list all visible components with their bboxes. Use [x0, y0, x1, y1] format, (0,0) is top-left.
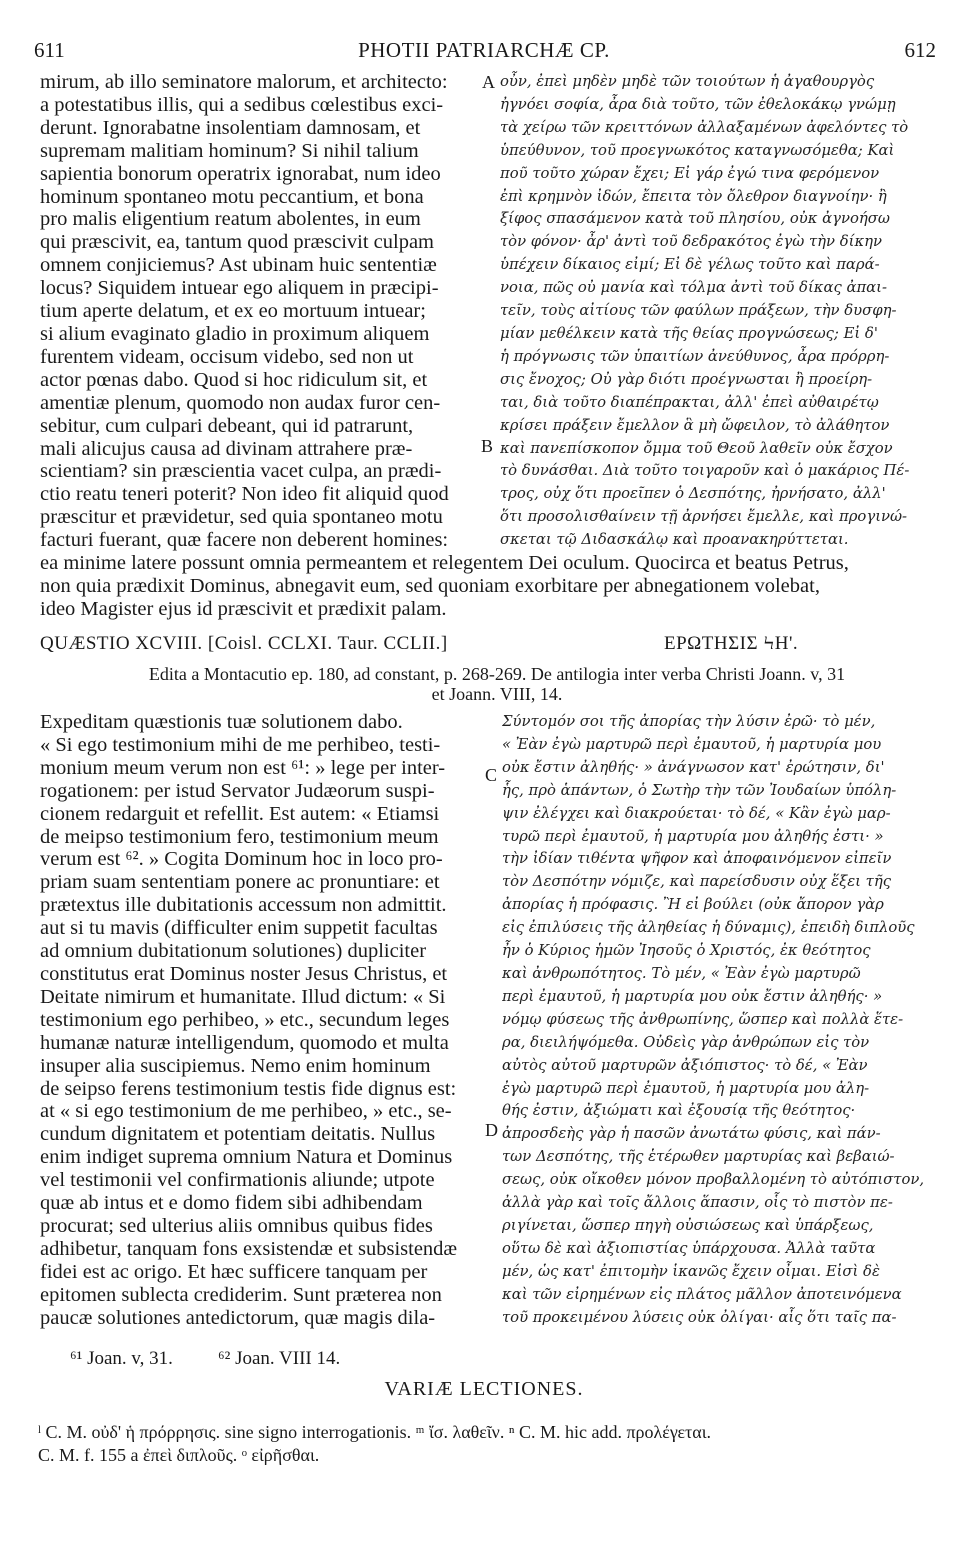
greek-text-line: τὸν φόνον· ἆρ' ἀντὶ τοῦ δεδρακότος ἐγὼ τὴν δίκην	[500, 233, 883, 251]
latin-text-line: paucæ solutiones antedictorum, quæ magis dila-	[40, 1306, 436, 1329]
latin-text-line: constitutus erat Dominus noster Jesus Christus, et	[40, 962, 448, 985]
greek-text-line: τυρῶ περὶ ἐμαυτοῦ, ἡ μαρτυρία μου ἀληθής ἐστι· »	[502, 827, 884, 845]
latin-text-line: rogationem: per istud Servator Judæorum suspi-	[40, 779, 435, 802]
greek-text-line: Σύντομόν σοι τῆς ἀπορίας τὴν λύσιν ἐρῶ· τὸ μέν,	[502, 713, 876, 730]
greek-text-line: σεως, οὐκ οἴκοθεν μόνον προβαλλομένη τὸ αὐτόπιστον,	[502, 1171, 925, 1189]
greek-text-line: καὶ τῶν εἰρημένων εἰς πλάτος μᾶλλον ἀποτεινόμενα	[502, 1285, 902, 1303]
greek-text-line: ποῦ τοῦτο χώραν ἔχει; Εἰ γάρ ἐγώ τινα φερόμενον	[500, 164, 880, 182]
page-header	[28, 34, 940, 66]
greek-text-line: ὑπέχειν δίκαιος εἰμί; Εἰ δὲ γέλως τοῦτο καὶ παρά-	[500, 256, 880, 274]
greek-text-line: οὐκ ἔστιν ἀληθής· » ἀνάγνωσον κατ' ἐρώτησιν, δι'	[502, 758, 885, 776]
greek-text-line: τοῦ προκειμένου λύσεις οὐκ ὀλίγαι· αἷς ὅτι ταῖς πα-	[502, 1308, 897, 1326]
margin-marker-d: D	[485, 1120, 498, 1140]
latin-text-line: a potestatibus illis, qui a sedibus cœlestibus exci-	[40, 93, 444, 116]
latin-column-1	[40, 71, 478, 552]
greek-text-line: ἠγνόει σοφία, ἆρα διὰ τοῦτο, τῶν ἐθελοκάκῳ γνώμῃ	[500, 95, 896, 113]
latin-text-line: prætextus ille dubitationis accessum non admittit.	[40, 894, 447, 917]
full-width-text-line: non quia prædixit Dominus, abnegavit eum, sed quoniam exorbitare per abnegationem volebat,	[40, 574, 820, 597]
latin-text-line: amentiæ plenum, quomodo non audax furor cen-	[40, 391, 441, 414]
greek-text-line: μίαν μεθέλκειν κατὰ τῆς θείας προγνώσεως; Εἰ δ'	[500, 324, 878, 342]
latin-text-line: epitomen sublecta crediderim. Sunt præterea non	[40, 1283, 442, 1306]
latin-text-line: locus? Siquidem intuear ego aliquem in præcipi-	[40, 277, 439, 300]
latin-text-line: at « si ego testimonium de me perhibeo, » etc., se-	[40, 1100, 452, 1123]
greek-text-line: νόμῳ φύσεως τῆς ἀνθρωπίνης, ὥσπερ καὶ πολλὰ ἕτε-	[502, 1010, 904, 1028]
latin-text-line: priam suam sententiam ponere ac pronuntiare: et	[40, 871, 440, 894]
greek-text-line: « Ἐὰν ἐγὼ μαρτυρῶ περὶ ἐμαυτοῦ, ἡ μαρτυρία μου	[502, 735, 882, 753]
latin-text-line: ctio reatu teneri poterit? Non ideo fit aliquid quod	[40, 483, 449, 506]
latin-text-line: supremam malitiam hominum? Si nihil talium	[40, 139, 419, 162]
greek-text-line: κρίσει πράξειν ἔμελλον ἃ μὴ ὤφειλον, τὸ ἀλάθητον	[500, 416, 890, 434]
latin-text-line: qui præscivit, ea, tantum quod præscivit culpam	[40, 231, 434, 254]
latin-text-line: testimonium ego perhibeo, » etc., secundum leges	[40, 1008, 450, 1031]
latin-text-line: aut si tu mavis (difficulter enim suppetit facultas	[40, 917, 438, 940]
latin-text-line: pro malis eligentium reatum abolentes, in eum	[40, 208, 421, 231]
greek-text-line: ρα, διειλήψόμεθα. Οὐδεὶς γὰρ ἀνθρώπων εἰς τὸν	[502, 1033, 870, 1051]
greek-text-line: ἐπὶ κρημνὸν ἰδών, ἔπειτα τὸν ὄλεθρον διαγνοίην· ἢ	[500, 187, 887, 205]
latin-text-line: verum est ⁶². » Cogita Dominum hoc in loco pro-	[40, 848, 443, 871]
greek-text-line: αὐτὸς αὐτοῦ μαρτυρῶν ἀξιόπιστος· τὸ δέ, « Ἐὰν	[502, 1056, 868, 1074]
variant-readings-line-2: C. M. f. 155 a ἐπεὶ διπλοῦς. ᵒ εἰρῆσθαι.	[38, 1445, 320, 1465]
margin-marker-b: B	[481, 436, 494, 456]
latin-text-line: humanæ naturæ intelligendum, quomodo et multa	[40, 1031, 449, 1054]
latin-text-line: facturi fuerant, quæ facere non deberent homines:	[40, 529, 449, 552]
greek-text-line: ἡ πρόγνωσις τῶν ὑπαιτίων ἀνεύθυνος, ἆρα πρόρρη-	[500, 347, 890, 365]
latin-text-line: derunt. Ignorabatne insolentiam damnosam, et	[40, 116, 421, 139]
latin-text-line: cionem redarguit et refellit. Est autem: « Etiamsi	[40, 802, 440, 825]
latin-text-line: insuper alia suscipiemus. Nemo enim hominum	[40, 1054, 431, 1077]
latin-text-line: adhibetur, tanquam fons exsistendæ et subsistendæ	[40, 1237, 458, 1260]
latin-text-line: de seipso ferens testimonium testis fide dignus est:	[40, 1077, 457, 1100]
greek-text-line: σκεται τῷ Διδασκάλῳ καὶ προανακηρύττεται.	[500, 531, 849, 549]
greek-text-line: τὴν ἰδίαν τιθέντα ψῆφον καὶ ἀποφαινόμενον εἰπεῖν	[502, 850, 892, 868]
latin-text-line: fidei est ac origo. Et hæc sufficere tanquam per	[40, 1260, 428, 1283]
latin-text-line: cundum dignitatem et potentiam deitatis. Nullus	[40, 1123, 436, 1146]
greek-text-line: τὰ χείρω τῶν κρειττόνων ἀλλαξαμένων ἀφελόντες τὸ	[500, 118, 909, 136]
greek-text-line: ὑπεύθυνον, τοῦ προεγνωκότος καταγνωσόμεθα; Καὶ	[500, 141, 895, 159]
latin-text-line: furentem videam, occisum videbo, sed non ut	[40, 345, 414, 368]
greek-column-2	[502, 711, 930, 1329]
latin-text-line: mali alicujus causa ad divinam attrahere præ-	[40, 437, 413, 460]
greek-text-line: καὶ πανεπίσκοπον ὄμμα τοῦ Θεοῦ λαθεῖν οὐκ ἔσχον	[500, 439, 893, 457]
latin-text-line: omnem conjiciemus? Ast ubinam huic sententiæ	[40, 254, 437, 277]
question-greek-title: ΕΡΩΤΗΣΙΣ ϞΗ'.	[664, 633, 799, 654]
latin-column-2	[40, 711, 480, 1329]
greek-text-line: των Δεσπότης, τῆς ἑτέρωθεν μαρτυρίας καὶ βεβαιώ-	[502, 1148, 895, 1166]
greek-text-line: ἧς, πρὸ ἁπάντων, ὁ Σωτὴρ τὴν τῶν Ἰουδαίων ὑπόλη-	[502, 781, 897, 799]
question-latin-title: QUÆSTIO XCVIII. [Coisl. CCLXI. Taur. CCLII.]	[40, 633, 448, 654]
latin-text-line: monium meum verum non est ⁶¹: » lege per inter-	[40, 756, 446, 779]
latin-text-line: sapientia bonorum operatrix ignorabat, num ideo	[40, 162, 441, 185]
latin-text-line: vel testimonii vel confirmationis aliunde; utpote	[40, 1169, 435, 1192]
latin-text-line: sebitur, cum culpari debeant, qui id patrarunt,	[40, 414, 414, 437]
greek-text-line: τὸν Δεσπότην νόμιζε, καὶ παρείσδυσιν οὐχ ἕξει τῆς	[502, 873, 892, 891]
greek-text-line: περὶ ἐμαυτοῦ, ἡ μαρτυρία μου οὐκ ἔστιν ἀληθής· »	[502, 987, 883, 1005]
greek-text-line: τεῖν, τοὺς αἰτίους τῶν φαύλων πράξεων, τὴν δυσφη-	[500, 302, 897, 320]
full-width-text-line: ideo Magister ejus id præscivit et prædixit palam.	[40, 597, 447, 620]
latin-text-line: procurat; sed ulterius aliis omnibus quibus fides	[40, 1214, 433, 1237]
greek-text-line: σις ἔνοχος; Οὐ γὰρ διότι προέγνωσται ἢ προείρη-	[500, 370, 873, 388]
greek-text-line: ἦν ὁ Κύριος ἡμῶν Ἰησοῦς ὁ Χριστός, ἐκ θεότητος	[502, 942, 871, 960]
running-title: PHOTII PATRIARCHÆ CP.	[358, 38, 610, 62]
page-number-left: 611	[34, 38, 65, 62]
latin-text-line: ad omnium dubitationum solutiones) dupliciter	[40, 940, 427, 963]
full-width-text-line: ea minime latere possunt omnia permeantem et relegentem Dei oculum. Quocirca et beatus Petrus,	[40, 552, 849, 574]
latin-text-line: si alium evaginato gladio in proximum aliquem	[40, 322, 430, 345]
greek-text-line: τρος, οὐχ ὅτι προεῖπεν ὁ Δεσπότης, ἠρνήσατο, ἀλλ'	[500, 485, 886, 503]
latin-text-line: Deitate nimirum et humanitate. Illud dictum: « Si	[40, 985, 446, 1008]
greek-text-line: οὖν, ἐπεὶ μηδὲν μηδὲ τῶν τοιούτων ἡ ἀγαθουργὸς	[500, 73, 875, 90]
greek-text-line: ριγίνεται, ὥσπερ πηγὴ οὐσιώσεως καὶ ὑπάρξεως,	[502, 1216, 874, 1234]
greek-text-line: ἀλλὰ γὰρ καὶ τοῖς ἄλλοις ἅπασιν, οἷς τὸ πιστὸν πε-	[502, 1194, 893, 1212]
latin-text-line: tium aperte delatum, et ex eo mortuum intuear;	[40, 300, 426, 323]
latin-text-line: « Si ego testimonium mihi de me perhibeo, testi-	[40, 733, 441, 756]
latin-text-line: præscitur et prævidetur, sed quia spontaneo motu	[40, 506, 443, 529]
latin-text-line: actor pœnas dabo. Quod si hoc ridiculum sit, et	[40, 368, 428, 391]
greek-text-line: οὕτω δὲ καὶ ἀξιοπιστίας ὑπάρχουσα. Ἀλλὰ ταῦτα	[502, 1239, 876, 1257]
margin-marker-c: C	[485, 765, 498, 785]
edition-note-line-1: Edita a Montacutio ep. 180, ad constant, p. 268-269. De antilogia inter verba Christi Joann. v, 31	[148, 664, 846, 684]
greek-text-line: νοια, πῶς οὐ μανία καὶ τόλμα ἀντὶ τοῦ δίκας ἀπαι-	[500, 279, 887, 297]
greek-text-line: καὶ ἀνθρωπότητος. Τὸ μέν, « Ἐὰν ἐγὼ μαρτυρῶ	[502, 964, 861, 982]
greek-text-line: ψιν ἐλέγχει καὶ διακρούεται· τὸ δέ, « Κἂν ἐγὼ μαρ-	[502, 804, 891, 822]
footnote-61: ⁶¹ Joan. v, 31.	[70, 1348, 173, 1369]
full-width-paragraph	[40, 552, 930, 621]
page-number-right: 612	[904, 38, 936, 62]
latin-text-line: hominum spontaneo motu peccantium, et bona	[40, 185, 424, 208]
greek-text-line: ἐγὼ μαρτυρῶ περὶ ἐμαυτοῦ, ἡ μαρτυρία μου ἀλη-	[502, 1079, 870, 1097]
margin-marker-a: A	[482, 72, 495, 92]
latin-text-line: enim indiget suprema omnium Natura et Dominus	[40, 1146, 453, 1169]
greek-column-1	[500, 71, 930, 552]
greek-text-line: ἀπορίας ἡ πρόφασις. Ἢ εἰ βούλει (οὐκ ἄπορον γὰρ	[502, 896, 884, 914]
latin-text-line: scientiam? sin præscientia vacet culpa, an prædi-	[40, 460, 442, 483]
latin-text-line: quæ ab intus et e domo fidem sibi adhibendam	[40, 1192, 423, 1215]
greek-text-line: ὅτι προσολισθαίνειν τῇ ἀρνήσει ἔμελλε, καὶ προγινώ-	[500, 508, 908, 526]
variant-readings-line-1: ˡ C. M. οὐδ' ἡ πρόρρησις. sine signo interrogationis. ᵐ ἴσ. λαθεῖν. ⁿ C. M. hic add. προλέγεται.	[38, 1422, 712, 1442]
latin-text-line: de meipso testimonium fero, testimonium meum	[40, 825, 439, 848]
greek-text-line: ξίφος σπασάμενον κατὰ τοῦ πλησίου, οὐκ ἀγνοήσω	[500, 210, 890, 228]
greek-text-line: τὸ δυνάσθαι. Διὰ τοῦτο τοιγαροῦν καὶ ὁ μακάριος Πέ-	[500, 462, 910, 480]
greek-text-line: ται, διὰ τοῦτο διαπέπρακται, ἀλλ' ἐπεὶ αὐθαιρέτῳ	[500, 393, 879, 411]
footnote-62: ⁶² Joan. VIII 14.	[218, 1348, 341, 1369]
greek-text-line: μέν, ὡς κατ' ἐπιτομὴν ἱκανῶς ἔχειν οἶμαι. Εἰσὶ δὲ	[502, 1262, 880, 1280]
latin-text-line: mirum, ab illo seminatore malorum, et architecto:	[40, 71, 448, 93]
latin-text-line: Expeditam quæstionis tuæ solutionem dabo.	[40, 711, 403, 733]
variae-lectiones-title: VARIÆ LECTIONES.	[384, 1378, 584, 1400]
greek-text-line: εἰς ἐπιλύσεις τῆς ἀληθείας ἡ δύναμις), ἐπειδὴ διπλοῦς	[502, 919, 915, 937]
edition-note-line-2: et Joann. VIII, 14.	[431, 684, 563, 704]
greek-text-line: ἀπροσδεὴς γὰρ ἡ πασῶν ἀνωτάτω φύσις, καὶ πάν-	[502, 1125, 881, 1143]
greek-text-line: θής ἐστιν, ἀξιώματι καὶ ἐξουσίᾳ τῆς θεότητος·	[502, 1102, 856, 1120]
